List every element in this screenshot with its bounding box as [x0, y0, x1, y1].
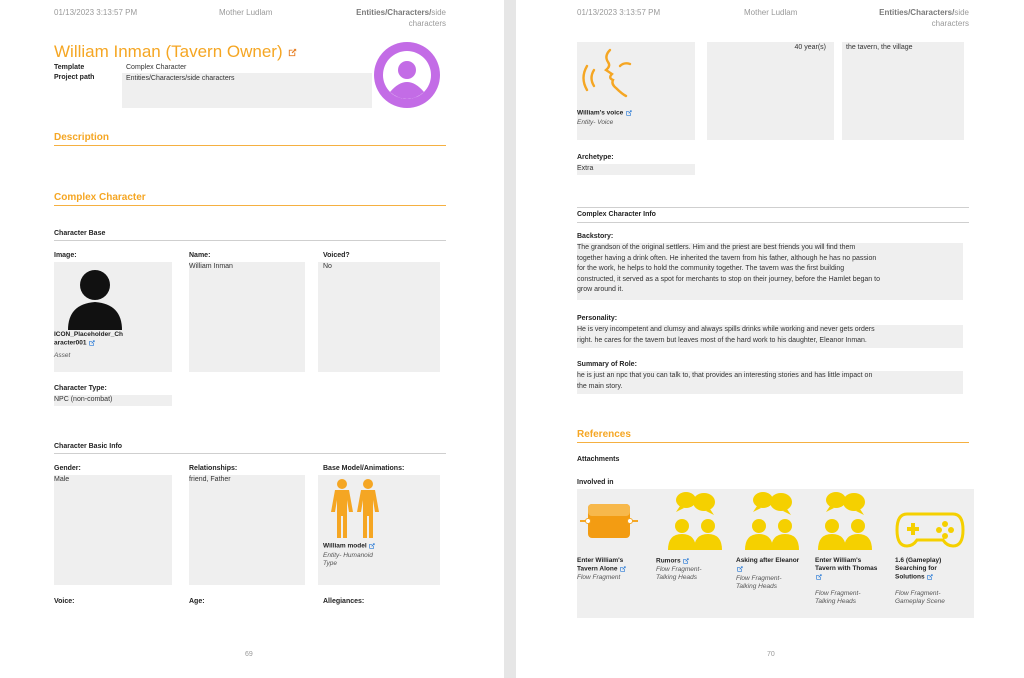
ref-type: Flow Fragment- Talking Heads [736, 575, 782, 590]
description-rule [54, 145, 446, 146]
ref-name[interactable]: Enter William's Tavern Alone [577, 557, 627, 574]
external-link-icon[interactable] [736, 565, 744, 573]
age-label: Age: [189, 598, 205, 605]
voice-type: Entity- Voice [577, 119, 614, 126]
gender-box [54, 475, 172, 585]
backstory-text: The grandson of the original settlers. Him and the priest are best friends you will find them together having a drink often. He inherited the tavern from his father, although he has no passion for the work, he helps to hold the community together. The tavern was the first building constructed, it served as a spot for merchants to stop on their journey, before the Hamlet began to grow around it. [577, 244, 880, 293]
page-number: 70 [767, 651, 775, 658]
talking-heads-icon [816, 490, 876, 554]
ref-name[interactable]: Rumors [656, 557, 690, 566]
flow-fragment-icon [580, 498, 638, 544]
template-label: Template [54, 64, 85, 71]
references-rule [577, 442, 969, 443]
allegiances-label: Allegiances: [323, 598, 365, 605]
attachments-label: Attachments [577, 456, 620, 463]
basic-info-heading: Character Basic Info [54, 443, 123, 450]
ref-type: Flow Fragment- Talking Heads [656, 566, 702, 581]
header-project: Mother Ludlam [744, 8, 798, 17]
summary-label: Summary of Role: [577, 361, 637, 368]
personality-text: He is very incompetent and clumsy and always spills drinks while working and never gets orders right. he cares for the tavern but leaves most of the hard work to his daughter, Eleanor Inman. [577, 326, 875, 344]
header-path: Entities/Characters/side characters [879, 8, 969, 28]
voice-name[interactable]: William's voice [577, 109, 633, 118]
references-heading: References [577, 429, 631, 440]
talking-heads-icon [666, 490, 726, 554]
talking-heads-icon [743, 490, 803, 554]
character-base-rule [54, 240, 446, 241]
ref-name[interactable]: 1.6 (Gameplay) Searching for Solutions [895, 557, 942, 581]
image-asset-type: Asset [54, 352, 71, 359]
age-box [707, 42, 834, 140]
character-type-label: Character Type: [54, 385, 107, 392]
external-link-icon[interactable] [619, 565, 627, 573]
archetype-value: Extra [577, 165, 594, 172]
header-timestamp: 01/13/2023 3:13:57 PM [577, 8, 661, 17]
complex-info-top-rule [577, 207, 969, 208]
base-model-label: Base Model/Animations: [323, 465, 405, 472]
name-box [189, 262, 305, 372]
template-value: Complex Character [126, 64, 187, 71]
voice-label: Voice: [54, 598, 75, 605]
external-link-icon[interactable] [682, 557, 690, 565]
external-link-icon[interactable] [926, 573, 934, 581]
ref-name[interactable]: Enter William's Tavern with Thomas [815, 557, 877, 582]
complex-character-rule [54, 205, 446, 206]
voice-icon [580, 44, 640, 104]
gender-label: Gender: [54, 465, 81, 472]
external-link-icon[interactable] [368, 542, 376, 550]
voiced-label: Voiced? [323, 252, 350, 259]
summary-text: he is just an npc that you can talk to, that provides an interesting stories and has little impact on the main story. [577, 372, 873, 390]
ref-type: Flow Fragment- Gameplay Scene [895, 590, 945, 605]
relationships-label: Relationships: [189, 465, 238, 472]
backstory-label: Backstory: [577, 233, 614, 240]
page-69 [0, 0, 504, 678]
person-placeholder-icon [66, 268, 124, 330]
avatar-icon [374, 42, 440, 108]
gender-value: Male [54, 476, 70, 483]
basic-info-rule [54, 453, 446, 454]
archetype-label: Archetype: [577, 154, 614, 161]
allegiances-box [842, 42, 964, 140]
archetype-box [577, 164, 695, 175]
page-70 [516, 0, 1024, 678]
project-path-label: Project path [54, 74, 95, 81]
external-link-icon[interactable] [625, 109, 633, 117]
external-link-icon[interactable] [815, 573, 823, 581]
involved-in-label: Involved in [577, 479, 614, 486]
complex-character-heading: Complex Character [54, 192, 146, 203]
relationships-value: friend, Father [189, 476, 231, 483]
ref-type: Flow Fragment [577, 574, 621, 581]
external-link-icon[interactable] [287, 47, 298, 58]
image-label: Image: [54, 252, 77, 259]
header-project: Mother Ludlam [219, 8, 273, 17]
project-path-value: Entities/Characters/side characters [126, 75, 235, 82]
complex-info-heading: Complex Character Info [577, 211, 656, 218]
header-path: Entities/Characters/side characters [356, 8, 446, 28]
personality-label: Personality: [577, 315, 618, 322]
voiced-box [318, 262, 440, 372]
model-name[interactable]: William model [323, 542, 376, 551]
description-heading: Description [54, 132, 110, 143]
voiced-value: No [323, 263, 332, 270]
age-value: 40 year(s) [794, 44, 826, 51]
complex-info-rule [577, 222, 969, 223]
ref-name[interactable]: Asking after Eleanor [736, 557, 799, 574]
page-number: 69 [245, 651, 253, 658]
header-timestamp: 01/13/2023 3:13:57 PM [54, 8, 138, 17]
image-asset-name[interactable]: ICON_Placeholder_Ch aracter001 [54, 331, 123, 347]
name-label: Name: [189, 252, 211, 259]
external-link-icon[interactable] [88, 339, 96, 347]
gamepad-icon [895, 510, 965, 550]
name-value: William Inman [189, 263, 233, 270]
page-title: William Inman (Tavern Owner) [54, 42, 298, 62]
ref-type: Flow Fragment- Talking Heads [815, 590, 861, 605]
relationships-box [189, 475, 305, 585]
character-type-value: NPC (non-combat) [54, 396, 113, 403]
humanoid-model-icon [329, 478, 381, 538]
character-base-heading: Character Base [54, 230, 106, 237]
model-type: Entity- Humanoid Type [323, 552, 373, 567]
allegiances-value: the tavern, the village [846, 44, 913, 51]
